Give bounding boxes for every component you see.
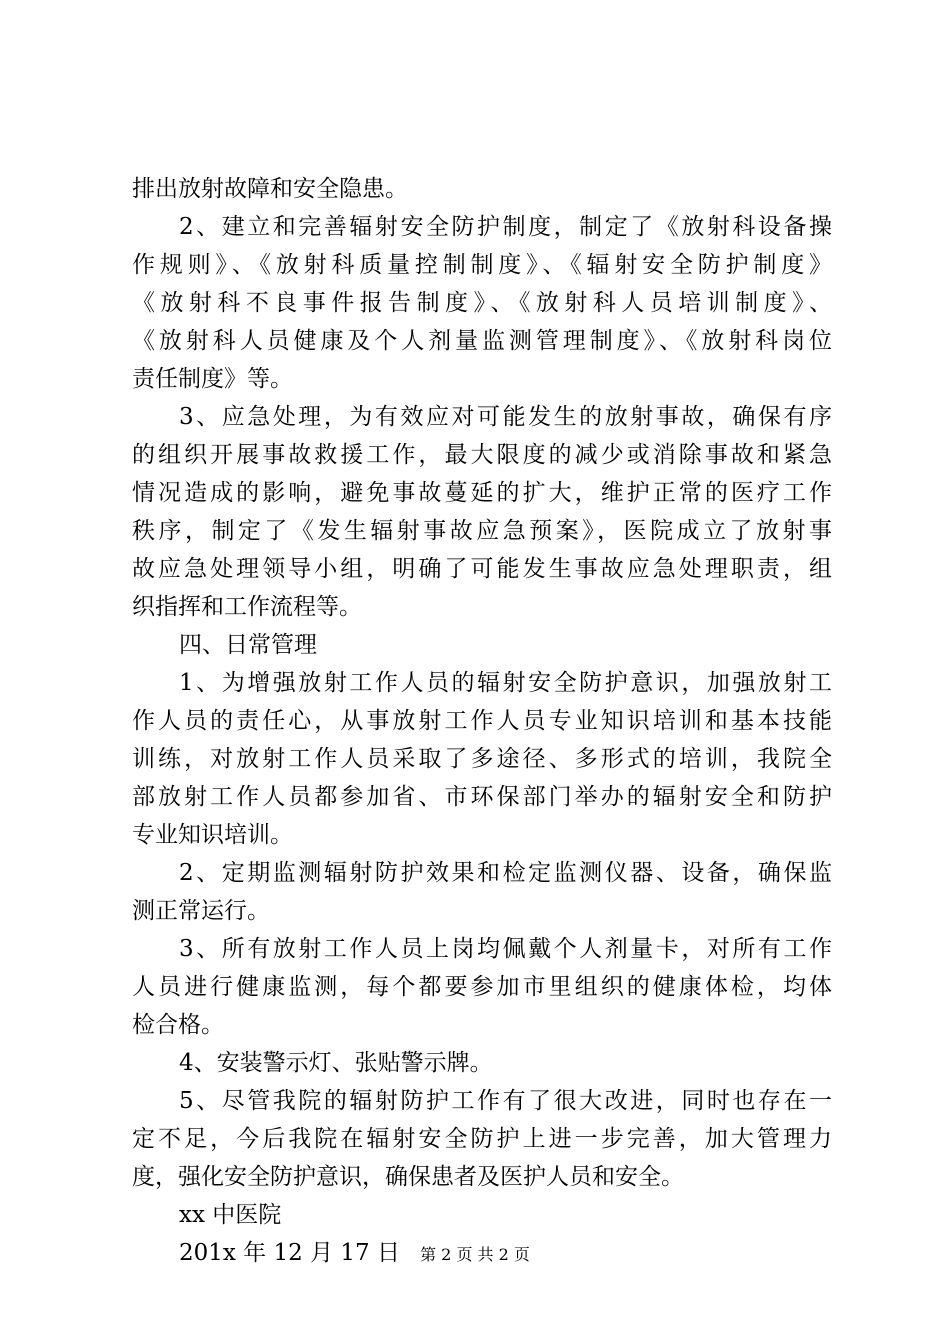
signature-organization: xx 中医院	[179, 1202, 282, 1228]
text-line: 人员进行健康监测，每个都要参加市里组织的健康体检，均体	[132, 974, 832, 1000]
text-line: 《放射科不良事件报告制度》、《放射科人员培训制度》、	[132, 290, 832, 316]
text-line: 1、为增强放射工作人员的辐射安全防护意识，加强放射工	[179, 670, 832, 696]
text-line: 情况造成的影响，避免事故蔓延的扩大，维护正常的医疗工作	[132, 480, 832, 506]
text-line: 5、尽管我院的辐射防护工作有了很大改进，同时也存在一	[179, 1088, 832, 1114]
text-line: 度，强化安全防护意识，确保患者及医护人员和安全。	[132, 1164, 684, 1190]
text-line: 《放射科人员健康及个人剂量监测管理制度》、《放射科岗位	[132, 328, 832, 354]
text-line: 织指挥和工作流程等。	[132, 594, 362, 620]
signature-date: 201x 年 12 月 17 日	[179, 1240, 400, 1266]
page-number-label: 第 2 页 共 2 页	[420, 1245, 530, 1264]
document-body	[132, 170, 832, 1272]
text-line: 训练，对放射工作人员采取了多途径、多形式的培训，我院全	[132, 746, 832, 772]
text-line: 的组织开展事故救援工作，最大限度的减少或消除事故和紧急	[132, 442, 832, 468]
text-line: 2、定期监测辐射防护效果和检定监测仪器、设备，确保监	[179, 860, 832, 886]
text-line: 3、应急处理，为有效应对可能发生的放射事故，确保有序	[179, 404, 832, 430]
page-footer	[0, 1244, 950, 1266]
section-heading: 四、日常管理	[179, 632, 317, 658]
text-line: 秩序，制定了《发生辐射事故应急预案》，医院成立了放射事	[132, 518, 832, 544]
text-line: 检合格。	[132, 1012, 224, 1038]
text-line: 责任制度》等。	[132, 366, 293, 392]
text-line: 作人员的责任心，从事放射工作人员专业知识培训和基本技能	[132, 708, 832, 734]
text-line: 故应急处理领导小组，明确了可能发生事故应急处理职责，组	[132, 556, 832, 582]
text-line: 2、建立和完善辐射安全防护制度，制定了《放射科设备操	[179, 214, 832, 240]
text-line: 定不足，今后我院在辐射安全防护上进一步完善，加大管理力	[132, 1126, 832, 1152]
text-line: 4、安装警示灯、张贴警示牌。	[179, 1050, 493, 1076]
text-line: 测正常运行。	[132, 898, 270, 924]
text-line: 排出放射故障和安全隐患。	[132, 176, 408, 202]
text-line: 部放射工作人员都参加省、市环保部门举办的辐射安全和防护	[132, 784, 832, 810]
text-line: 作规则》、《放射科质量控制制度》、《辐射安全防护制度》	[132, 252, 832, 278]
text-line: 3、所有放射工作人员上岗均佩戴个人剂量卡，对所有工作	[179, 936, 832, 962]
text-line: 专业知识培训。	[132, 822, 293, 848]
